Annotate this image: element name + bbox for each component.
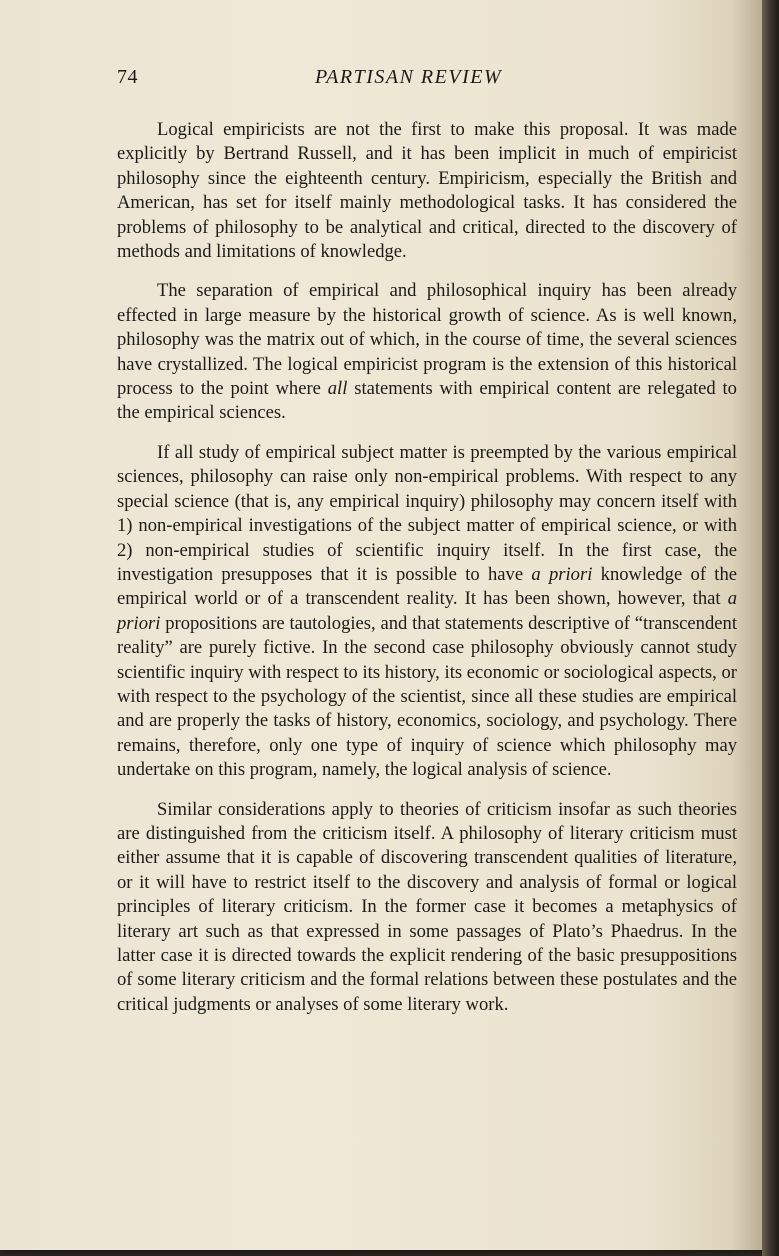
paragraph-4 (117, 798, 737, 1018)
paragraph-text: propositions are tautologies, and that statements descriptive of “transcendent reality” are purely fictive. In the second case philosophy obviously cannot study scientific inquiry with respect to its history, its economic or sociological aspects, or with respect to the psychology of the scientist, since all these studies are empirical and are properly the tasks of history, economics, sociology, and psychology. There remains, therefore, only one type of inquiry of science which philosophy may undertake on this program, namely, the logical analysis of science. (117, 612, 737, 781)
page-number: 74 (117, 66, 138, 88)
book-spine-edge (762, 0, 779, 1256)
paragraph-3 (117, 441, 737, 783)
paragraph-text: The separation of empirical and philosophical inquiry has been already effected in large measure by the historical growth of science. As is well known, philosophy was the matrix out of which, in the course of time, the several sciences have crystallized. The logical empiricist program is the extension of this historical process to the point where (117, 280, 737, 400)
emphasis-a-priori: a priori (117, 588, 737, 634)
emphasis-all: all (327, 378, 348, 400)
running-head: PARTISAN REVIEW (315, 66, 503, 88)
paragraph-text: knowledge of the empirical world or of a transcendent reality. It has been shown, however, that (117, 563, 738, 610)
paragraph-2 (117, 279, 737, 425)
paragraph-text: statements with empirical content are relegated to the empirical sciences. (117, 378, 737, 424)
paragraph-1 (117, 118, 737, 264)
paragraph-text: Logical empiricists are not the first to make this proposal. It was made explicitly by Bertrand Russell, and it has been implicit in much of empiricist philosophy since the eighteenth century. Empiricism, especially the British and American, has set for itself mainly methodological tasks. It has considered the problems of philosophy to be analytical and critical, directed to the discovery of methods and limitations of knowledge. (117, 119, 737, 263)
paragraph-text: Similar considerations apply to theories of criticism insofar as such theories are distinguished from the criticism itself. A philosophy of literary criticism must either assume that it is capable of discovering transcendent qualities of literature, or it will have to restrict itself to the discovery and analysis of formal or logical principles of literary criticism. In the former case it becomes a metaphysics of literary art such as that expressed in some passages of Plato’s Phaedrus. In the latter case it is directed towards the explicit rendering of the basic presuppositions of some literary criticism and the formal relations between these postulates and the critical judgments or analyses of some literary work. (117, 798, 737, 1015)
page-header (117, 66, 737, 96)
body-text (117, 118, 737, 1017)
emphasis-a-priori: a priori (531, 563, 593, 585)
paragraph-text: If all study of empirical subject matter is preempted by the various empirical sciences, philosophy can raise only non-empirical problems. With respect to any special science (that is, any empirical inquiry) philosophy may concern itself with 1) non-empirical investigations of the subject matter of empirical science, or with 2) non-empirical studies of scientific inquiry itself. In the first case, the investigation presupposes that it is possible to have (117, 441, 737, 585)
